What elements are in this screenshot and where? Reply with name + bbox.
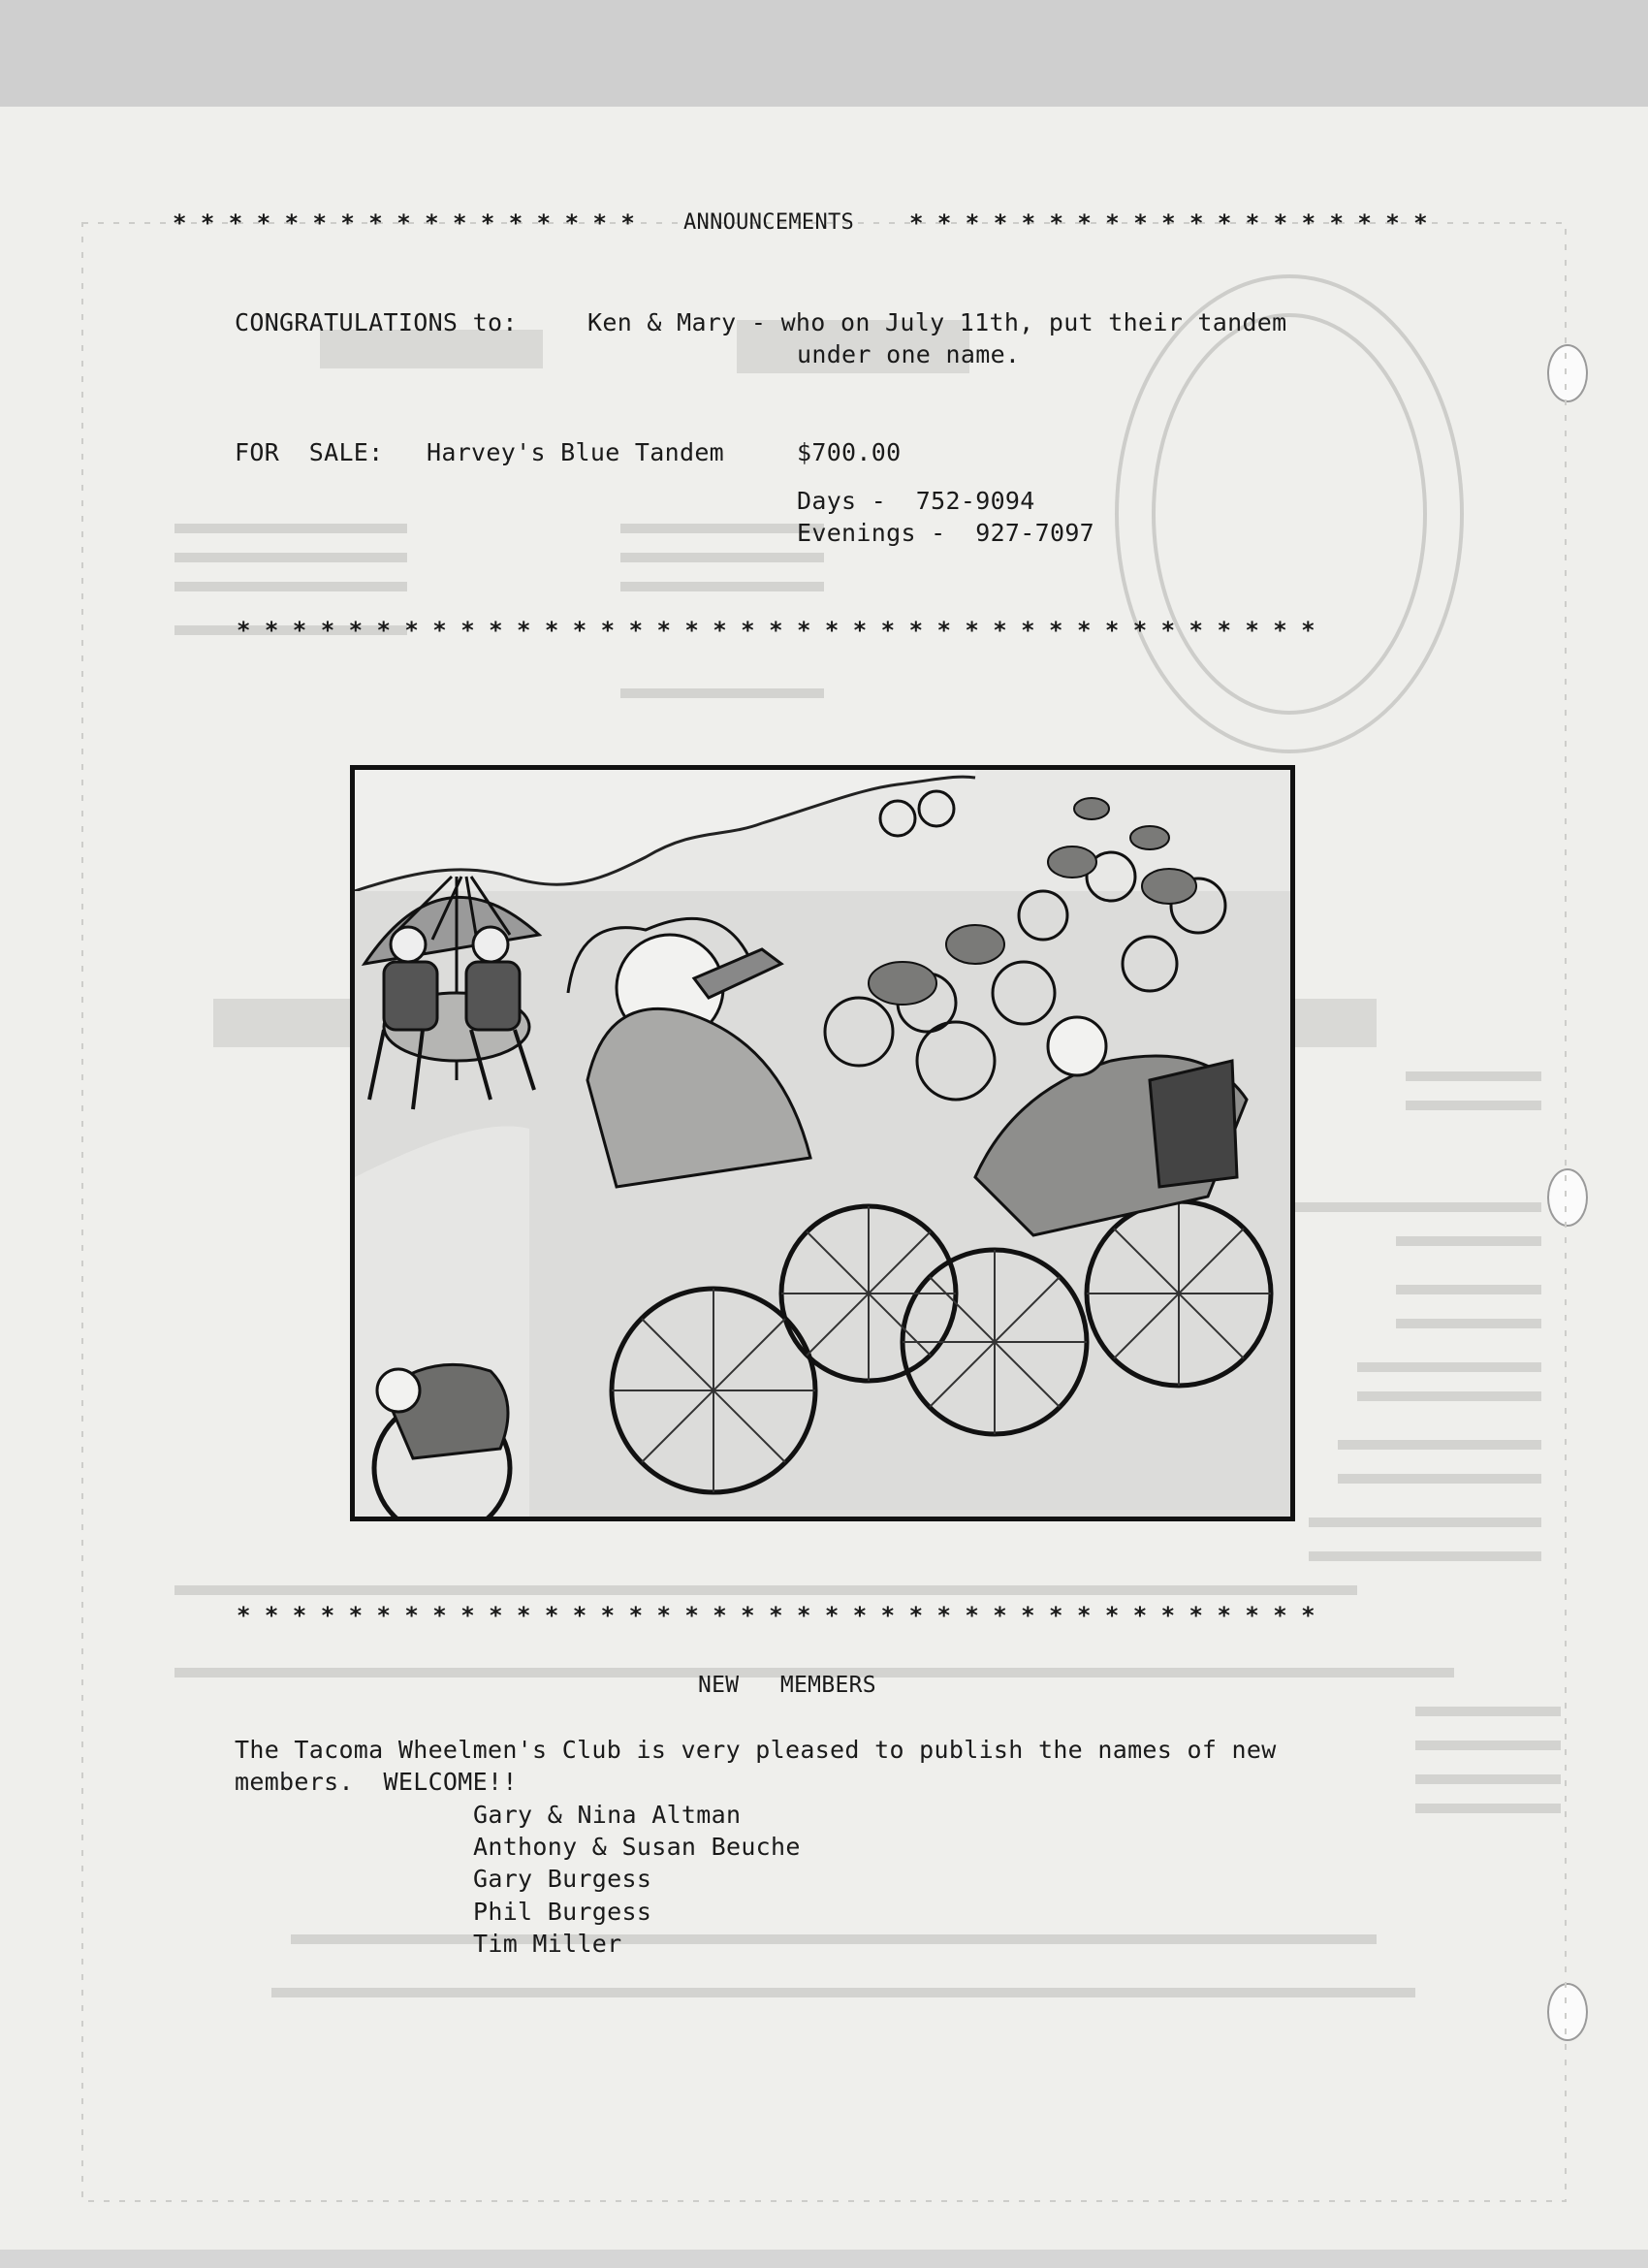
cyclists-cartoon-illustration [350, 765, 1295, 1521]
new-members-intro-line1: The Tacoma Wheelmen's Club is very pleased to publish the names of new [235, 1736, 1277, 1764]
for-sale-price: $700.00 [797, 438, 902, 466]
new-members-intro-line2: members. WELCOME!! [235, 1768, 518, 1796]
member-name: Tim Miller [473, 1930, 622, 1958]
member-name: Anthony & Susan Beuche [473, 1833, 801, 1861]
announcements-heading: ANNOUNCEMENTS [683, 210, 855, 235]
announcements-divider: * * * * * * * * * * * * * * * * * * * * * * * * * * * * * * * * * * * * * * * [237, 617, 1315, 644]
member-name: Phil Burgess [473, 1898, 652, 1926]
new-members-heading: NEW MEMBERS [698, 1673, 876, 1698]
member-name: Gary & Nina Altman [473, 1801, 742, 1829]
header-stars-right: * * * * * * * * * * * * * * * * * * * [909, 209, 1428, 237]
member-name: Gary Burgess [473, 1865, 652, 1893]
congrats-text-line1: Ken & Mary - who on July 11th, put their tandem [587, 308, 1287, 336]
header-stars-left: * * * * * * * * * * * * * * * * * [173, 209, 635, 237]
congrats-label: CONGRATULATIONS to: [235, 308, 518, 336]
congrats-text-line2: under one name. [797, 340, 1021, 368]
for-sale-label: FOR SALE: [235, 438, 384, 466]
new-members-divider: * * * * * * * * * * * * * * * * * * * * * * * * * * * * * * * * * * * * * * * [237, 1602, 1315, 1629]
illustration-svg [355, 770, 1290, 1517]
evenings-phone: Evenings - 927-7097 [797, 519, 1095, 547]
for-sale-item: Harvey's Blue Tandem [427, 438, 725, 466]
days-phone: Days - 752-9094 [797, 487, 1035, 515]
